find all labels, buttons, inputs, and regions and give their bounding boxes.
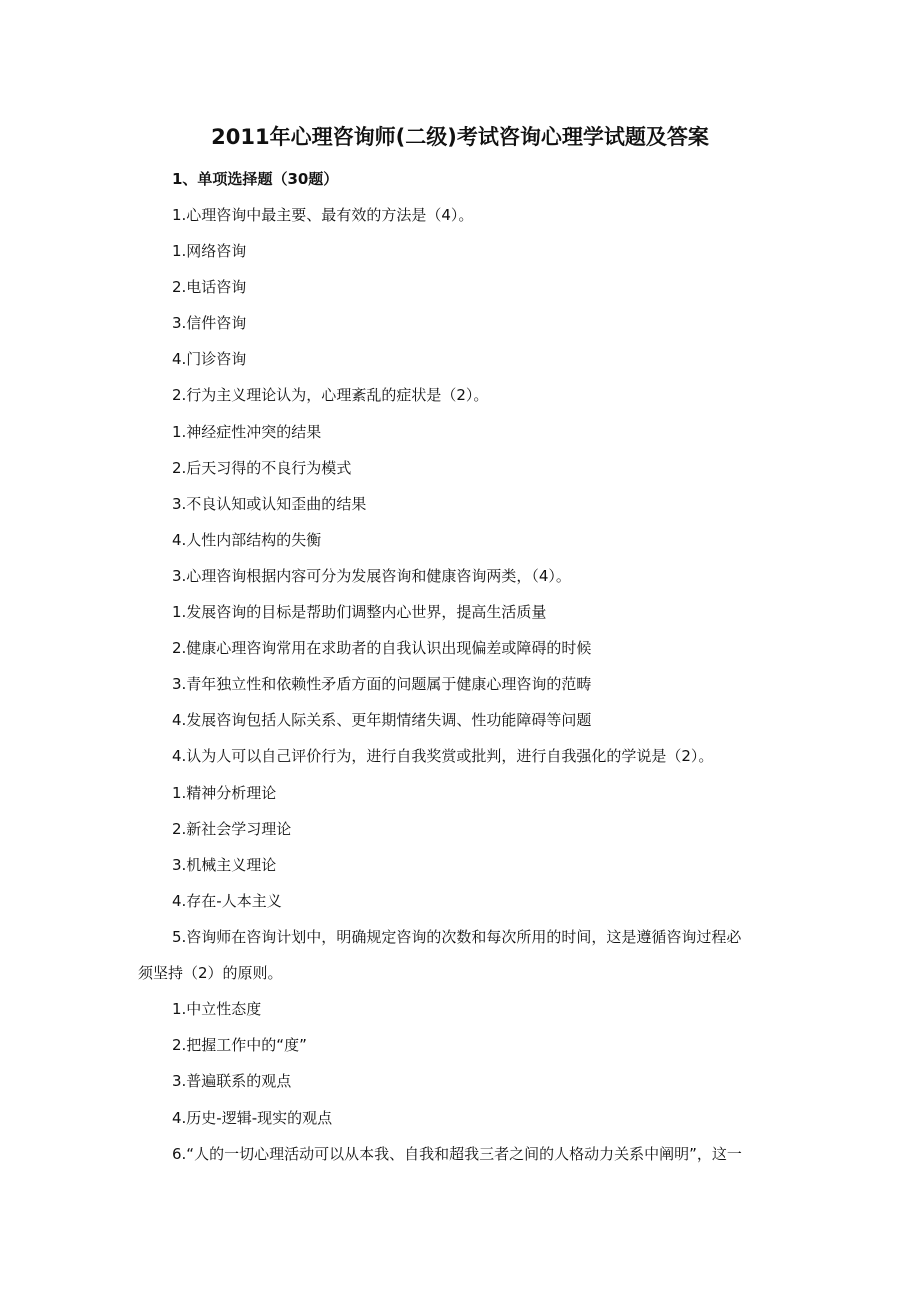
option-1-1: 1.网络咨询 — [172, 242, 247, 260]
option-5-1: 1.中立性态度 — [172, 1000, 262, 1018]
question-5-continued: 须坚持（2）的原则。 — [138, 964, 283, 982]
option-5-3: 3.普遍联系的观点 — [172, 1072, 292, 1090]
option-3-4: 4.发展咨询包括人际关系、更年期情绪失调、性功能障碍等问题 — [172, 711, 592, 729]
question-2: 2.行为主义理论认为，心理紊乱的症状是（2）。 — [172, 386, 489, 404]
option-2-1: 1.神经症性冲突的结果 — [172, 423, 322, 441]
option-1-2: 2.电话咨询 — [172, 278, 247, 296]
question-6: 6.“人的一切心理活动可以从本我、自我和超我三者之间的人格动力关系中阐明”，这一 — [172, 1145, 742, 1163]
section-heading: 1、单项选择题（30题） — [172, 170, 339, 188]
option-2-4: 4.人性内部结构的失衡 — [172, 531, 322, 549]
option-4-2: 2.新社会学习理论 — [172, 820, 292, 838]
question-5: 5.咨询师在咨询计划中，明确规定咨询的次数和每次所用的时间，这是遵循咨询过程必 — [172, 928, 742, 946]
question-3: 3.心理咨询根据内容可分为发展咨询和健康咨询两类，（4）。 — [172, 567, 571, 585]
option-4-3: 3.机械主义理论 — [172, 856, 277, 874]
option-3-3: 3.青年独立性和依赖性矛盾方面的问题属于健康心理咨询的范畴 — [172, 675, 592, 693]
option-5-4: 4.历史-逻辑-现实的观点 — [172, 1109, 333, 1127]
option-3-2: 2.健康心理咨询常用在求助者的自我认识出现偏差或障碍的时候 — [172, 639, 592, 657]
option-1-3: 3.信件咨询 — [172, 314, 247, 332]
option-5-2: 2.把握工作中的“度” — [172, 1036, 307, 1054]
option-1-4: 4.门诊咨询 — [172, 350, 247, 368]
option-2-3: 3.不良认知或认知歪曲的结果 — [172, 495, 367, 513]
option-4-4: 4.存在-人本主义 — [172, 892, 282, 910]
option-4-1: 1.精神分析理论 — [172, 784, 277, 802]
document-title: 2011年心理咨询师(二级)考试咨询心理学试题及答案 — [211, 125, 709, 149]
question-4: 4.认为人可以自己评价行为，进行自我奖赏或批判，进行自我强化的学说是（2）。 — [172, 747, 714, 765]
option-2-2: 2.后天习得的不良行为模式 — [172, 459, 352, 477]
option-3-1: 1.发展咨询的目标是帮助们调整内心世界，提高生活质量 — [172, 603, 547, 621]
question-1: 1.心理咨询中最主要、最有效的方法是（4）。 — [172, 206, 474, 224]
